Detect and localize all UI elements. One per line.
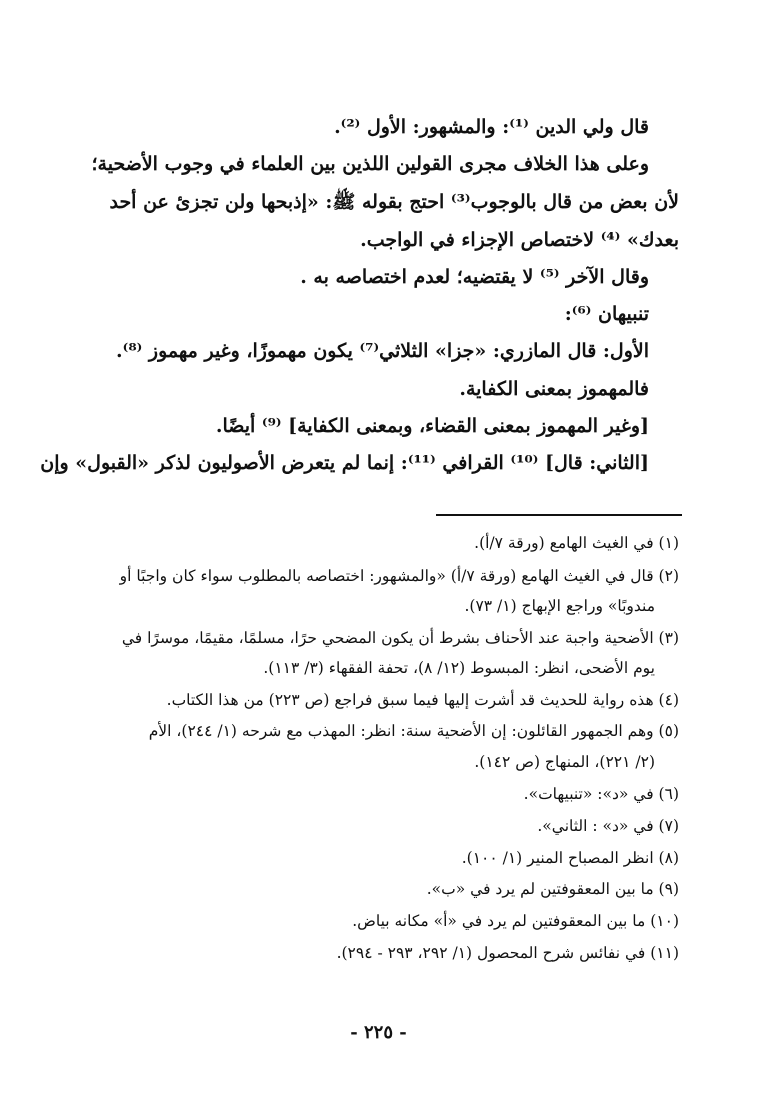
footnote-5-cont: (٢/ ٢٢١)، المنهاج (ص ١٤٢). (474, 753, 655, 771)
footnote-3-cont: يوم الأضحى، انظر: المبسوط (١٢/ ٨)، تحفة الفقهاء (٣/ ١١٣). (263, 659, 655, 677)
body-line-1: قال ولي الدين ⁽¹⁾: والمشهور: الأول ⁽²⁾. (334, 116, 649, 138)
body-line-3: لأن بعض من قال بالوجوب⁽³⁾ احتج بقوله ﷺ: «إذبحها ولن تجزئ عن أحد (109, 191, 679, 213)
footnote-6: (٦) في «د»: «تنبيهات». (523, 785, 679, 803)
footnote-2: (٢) قال في الغيث الهامع (ورقة ٧/أ) «والمشهور: اختصاصه بالمطلوب سواء كان واجبًا أو (119, 567, 679, 585)
footnote-10: (١٠) ما بين المعقوفتين لم يرد في «أ» مكانه بياض. (352, 912, 679, 930)
footnote-2-cont: مندوبًا» وراجع الإبهاج (١/ ٧٣). (464, 597, 655, 615)
section-heading: تنبيهان ⁽⁶⁾: (564, 303, 649, 325)
page-number: - ٢٢٥ - (350, 1022, 407, 1043)
body-line-7: الأول: قال المازري: «جزا» الثلاثي⁽⁷⁾ يكون مهموزًا، وغير مهموز ⁽⁸⁾. (116, 340, 649, 362)
body-line-4: بعدك» ⁽⁴⁾ لاختصاص الإجزاء في الواجب. (360, 229, 679, 251)
body-line-10: [الثاني: قال] ⁽¹⁰⁾ القرافي ⁽¹¹⁾: إنما لم يتعرض الأصوليون لذكر «القبول» وإن (40, 452, 649, 474)
footnote-4: (٤) هذه رواية للحديث قد أشرت إليها فيما سبق فراجع (ص ٢٢٣) من هذا الكتاب. (166, 691, 679, 709)
body-line-8: فالمهموز بمعنى الكفاية. (459, 378, 649, 400)
body-line-5: وقال الآخر ⁽⁵⁾ لا يقتضيه؛ لعدم اختصاصه به . (300, 266, 649, 288)
body-line-2: وعلى هذا الخلاف مجرى القولين اللذين بين العلماء في وجوب الأضحية؛ (91, 153, 649, 175)
footnote-9: (٩) ما بين المعقوفتين لم يرد في «ب». (426, 880, 679, 898)
body-line-9: [وغير المهموز بمعنى القضاء، وبمعنى الكفاية] ⁽⁹⁾ أيضًا. (215, 415, 649, 437)
footnote-8: (٨) انظر المصباح المنير (١/ ١٠٠). (461, 849, 679, 867)
footnote-3: (٣) الأضحية واجبة عند الأحناف بشرط أن يكون المضحي حرًا، مسلمًا، مقيمًا، موسرًا في (121, 629, 679, 647)
footnote-separator (436, 514, 682, 516)
footnote-11: (١١) في نفائس شرح المحصول (١/ ٢٩٢، ٢٩٣ - ٢٩٤). (336, 944, 679, 962)
footnote-7: (٧) في «د» : الثاني». (537, 817, 679, 835)
footnote-1: (١) في الغيث الهامع (ورقة ٧/أ). (474, 534, 679, 552)
footnote-5: (٥) وهم الجمهور القائلون: إن الأضحية سنة: انظر: المهذب مع شرحه (١/ ٢٤٤)، الأم (148, 722, 679, 740)
